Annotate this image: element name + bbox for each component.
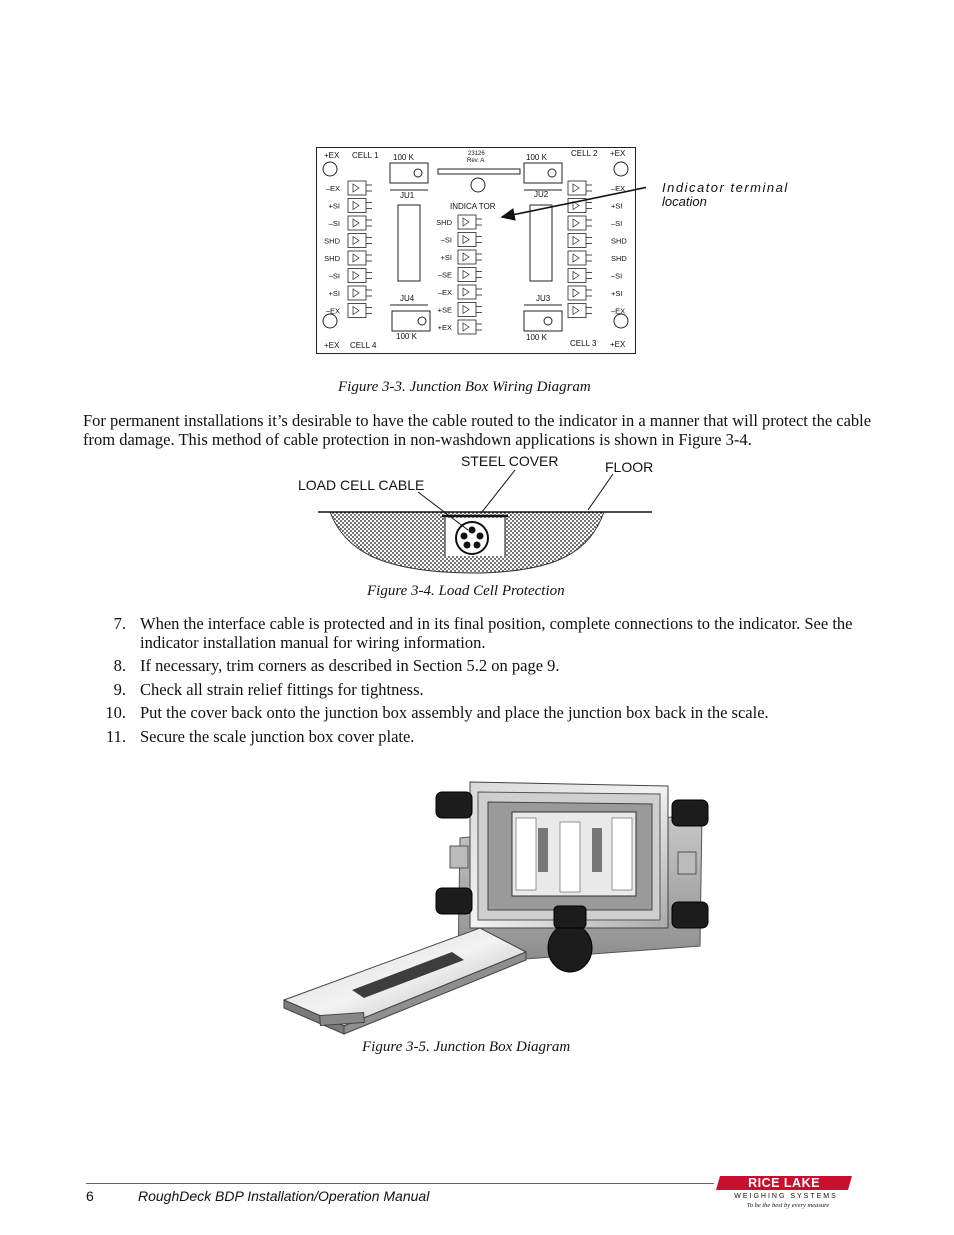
step-number: 9. [113,679,126,699]
callout-line-2: location [662,194,707,209]
right-terminal-label: –SI [611,219,623,228]
jumper-ju3: JU3 [536,294,551,303]
figure-3-5-caption: Figure 3-5. Junction Box Diagram [362,1039,571,1055]
left-terminal-label: SHD [324,254,340,263]
page-number: 6 [86,1188,94,1204]
junction-box-photo [280,778,720,1038]
indicator-label: INDICA TOR [450,202,496,211]
indicator-terminal-label: –EX [437,288,452,297]
figure-3-4-caption: Figure 3-4. Load Cell Protection [367,583,565,599]
indicator-terminal-callout [662,181,789,209]
pot-label-ju1: 100 K [393,153,414,162]
step-text: Check all strain relief fittings for tightness. [140,679,424,699]
label-plus-ex-top-right: +EX [610,149,626,158]
logo-tagline: To be the best by every measure [746,1202,830,1209]
step-text: When the interface cable is protected and in its final position, complete connections to the indicator. See the indicator installation manual for wiring information. [140,614,853,652]
left-terminal-label: –SI [328,219,340,228]
cell2-label: CELL 2 [571,149,598,158]
left-terminal-label: –EX [325,306,340,316]
list-item [108,681,868,700]
board-rev: Rev. A [467,158,485,164]
right-terminal-label: SHD [611,236,627,246]
step-number: 8. [113,656,126,675]
cell1-label: CELL 1 [352,151,379,160]
indicator-terminal-label: +EX [437,323,452,332]
step-number: 11. [105,726,126,746]
left-terminal-label: –EX [325,184,340,193]
figure-3-3-caption: Figure 3-3. Junction Box Wiring Diagram [338,379,591,395]
jumper-ju4: JU4 [400,294,415,303]
list-item [100,704,868,723]
label-floor: FLOOR [605,459,654,475]
rice-lake-logo-mark [716,1170,856,1210]
manual-title: RoughDeck BDP Installation/Operation Manual [138,1188,430,1204]
label-load-cell-cable: LOAD CELL CABLE [298,477,425,493]
indicator-terminal-label: –SI [440,235,452,245]
right-terminal-label: SHD [611,254,627,263]
step-text: Put the cover back onto the junction box assembly and place the junction box back in the scale. [140,703,769,722]
list-item [100,728,868,747]
step-number: 10. [105,703,126,722]
right-terminal-label: +SI [611,289,623,298]
indicator-terminal-label: +SI [440,253,452,262]
intro-paragraph: For permanent installations it’s desirable to have the cable routed to the indicator in a manner that will protect the cable from damage. This method of cable protection in non-washdown applications is shown in Figure 3-4. [83,411,872,449]
list-item [108,615,868,652]
jumper-ju1: JU1 [400,191,415,200]
indicator-terminal-label: +SE [437,305,452,315]
pot-label-ju3: 100 K [526,333,547,342]
board-id: 23126 [468,151,485,157]
step-number: 7. [113,614,126,633]
step-text: Secure the scale junction box cover plate. [140,726,415,746]
footer-rule [86,1183,714,1184]
label-plus-ex-top-left: +EX [324,151,340,160]
logo-main-text: RICE LAKE [748,1176,820,1190]
indicator-terminal-label: –SE [437,270,452,280]
left-terminal-label: +SI [328,201,340,211]
right-terminal-label: –EX [611,184,626,193]
pot-label-ju4: 100 K [396,332,417,341]
label-plus-ex-bottom-left: +EX [324,341,340,350]
label-plus-ex-bottom-right: +EX [610,340,626,349]
rice-lake-logo [716,1170,856,1210]
step-list [105,614,868,751]
step-text: If necessary, trim corners as described in Section 5.2 on page 9. [140,656,560,675]
left-terminal-label: +SI [328,289,340,298]
jumper-ju2: JU2 [534,190,549,199]
pot-label-ju2: 100 K [526,153,547,162]
left-terminal-label: SHD [324,236,340,246]
indicator-terminal-label: SHD [436,218,452,227]
cell3-label: CELL 3 [570,339,597,348]
label-steel-cover: STEEL COVER [461,453,559,469]
left-terminal-label: –SI [328,271,340,281]
right-terminal-label: –EX [611,306,626,316]
right-terminal-label: +SI [611,201,623,211]
cell4-label: CELL 4 [350,341,377,350]
callout-line-1: Indicator terminal [662,180,789,195]
junction-box-wiring-diagram [316,145,646,357]
list-item [108,657,868,676]
right-terminal-label: –SI [611,271,623,281]
logo-sub-text: WEIGHING SYSTEMS [734,1193,838,1200]
